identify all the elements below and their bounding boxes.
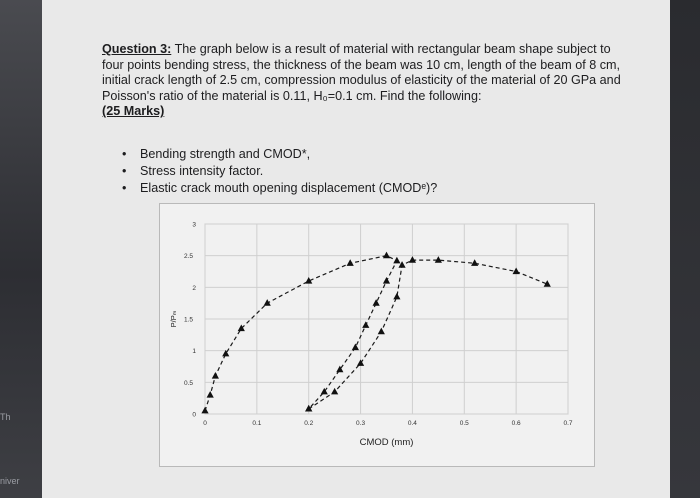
x-tick-label: 0.6	[511, 420, 521, 427]
data-point-marker	[362, 321, 369, 328]
data-point-marker	[207, 391, 214, 398]
marks-label: (25 Marks)	[102, 104, 165, 119]
background-window-strip-right	[670, 0, 700, 498]
list-item-text: Stress intensity factor.	[140, 164, 264, 178]
data-point-marker	[331, 388, 338, 395]
data-point-marker	[347, 259, 354, 266]
data-point-marker	[201, 407, 208, 414]
data-point-marker	[212, 372, 219, 379]
background-text-fragment: Th	[0, 412, 11, 422]
cmod-chart	[160, 204, 594, 466]
data-point-marker	[352, 344, 359, 351]
x-tick-label: 0.2	[304, 420, 314, 427]
x-tick-label: 0	[203, 420, 207, 427]
background-text-fragment: niver	[0, 476, 20, 486]
data-point-marker	[373, 299, 380, 306]
y-tick-label: 3	[192, 221, 196, 229]
list-item	[122, 146, 437, 163]
x-tick-label: 0.1	[252, 420, 262, 427]
data-point-marker	[435, 256, 442, 263]
bullet-icon: •	[122, 164, 127, 178]
data-point-marker	[409, 256, 416, 263]
bullet-icon: •	[122, 147, 127, 161]
question-text	[102, 42, 622, 120]
list-item-text: Elastic crack mouth opening displacement (CMODᵉ)?	[140, 181, 438, 195]
data-point-marker	[513, 268, 520, 275]
y-tick-label: 2	[192, 284, 196, 292]
task-list	[122, 146, 437, 197]
list-item	[122, 163, 437, 180]
document-page	[42, 0, 670, 498]
bullet-icon: •	[122, 181, 127, 195]
chart-frame	[159, 203, 595, 467]
y-tick-label: 0.5	[183, 379, 193, 387]
data-point-marker	[383, 252, 390, 259]
series-line	[309, 260, 548, 409]
question-title: Question 3:	[102, 42, 172, 56]
list-item	[122, 180, 437, 197]
question-body: The graph below is a result of material with rectangular beam shape subject to four points bending stress, the thickness of the beam was 10 cm, length of the beam of 8 cm, initial crack length of 2.5 cm, compression modulus of elasticity of the material of 20 GPa and Poisson's ratio of the material is 0.11, H₀=0.1 cm. Find the following:	[102, 42, 621, 103]
series-line	[205, 256, 397, 411]
data-point-marker	[383, 277, 390, 284]
x-tick-label: 0.3	[356, 420, 366, 427]
x-tick-label: 0.7	[563, 420, 573, 427]
background-window-strip	[0, 0, 42, 498]
data-point-marker	[393, 257, 400, 264]
x-axis-label: CMOD (mm)	[359, 437, 414, 448]
data-point-marker	[378, 328, 385, 335]
data-point-marker	[393, 293, 400, 300]
y-tick-label: 1	[192, 348, 196, 356]
x-tick-label: 0.4	[407, 420, 417, 427]
data-point-marker	[471, 259, 478, 266]
x-tick-label: 0.5	[459, 420, 469, 427]
y-tick-label: 0	[192, 411, 196, 419]
y-tick-label: 2.5	[183, 253, 193, 261]
y-axis-label: P/Pₘ	[169, 310, 178, 328]
y-tick-label: 1.5	[183, 316, 193, 324]
list-item-text: Bending strength and CMOD*,	[140, 147, 311, 161]
